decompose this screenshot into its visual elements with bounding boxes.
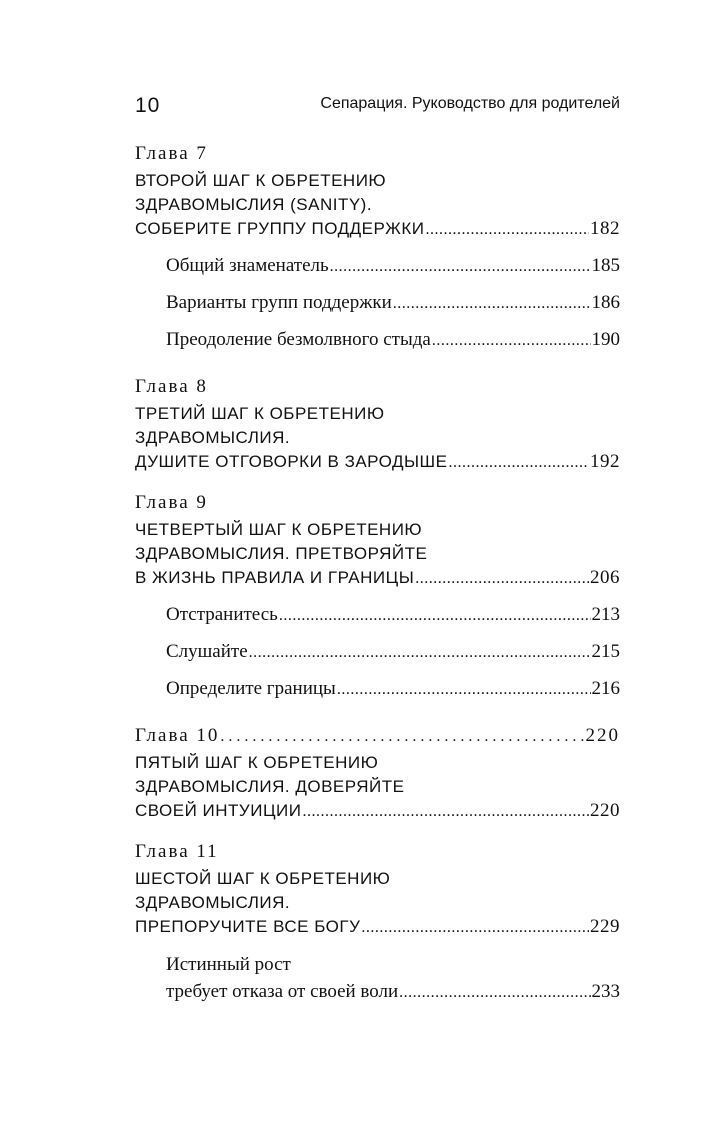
chapter-label: Глава 10 bbox=[135, 725, 220, 746]
chapter-title-line: ТРЕТИЙ ШАГ К ОБРЕТЕНИЮ bbox=[135, 404, 385, 423]
page-number: 10 bbox=[135, 94, 161, 117]
page-ref: 215 bbox=[591, 641, 620, 662]
dot-leader bbox=[399, 979, 590, 1006]
chapter-11 bbox=[135, 837, 620, 1005]
subsection-entry[interactable] bbox=[166, 633, 620, 670]
dot-leader bbox=[361, 916, 589, 940]
dot-leader bbox=[249, 634, 591, 671]
dot-leader bbox=[448, 451, 589, 475]
dot-leader bbox=[415, 567, 589, 591]
chapter-title-line: ШЕСТОЙ ШАГ К ОБРЕТЕНИЮ bbox=[135, 869, 391, 888]
subsection-title: Общий знаменатель bbox=[166, 255, 329, 276]
chapter-title-entry[interactable] bbox=[135, 915, 620, 939]
dot-leader bbox=[330, 248, 591, 285]
chapter-label: Глава 11 bbox=[135, 841, 219, 862]
subsection-entry[interactable] bbox=[166, 247, 620, 284]
chapter-9 bbox=[135, 488, 620, 707]
dot-leader bbox=[220, 722, 584, 752]
chapter-title-line: ЗДРАВОМЫСЛИЯ. bbox=[135, 893, 291, 912]
subsection-list bbox=[166, 951, 620, 1005]
chapter-label-entry[interactable] bbox=[135, 721, 620, 751]
running-title: Сепарация. Руководство для родителей bbox=[320, 95, 620, 112]
chapter-title-line: ЗДРАВОМЫСЛИЯ. ДОВЕРЯЙТЕ bbox=[135, 777, 405, 796]
subsection-entry[interactable] bbox=[166, 670, 620, 707]
page-ref: 185 bbox=[591, 255, 620, 276]
chapter-title-line: В ЖИЗНЬ ПРАВИЛА И ГРАНИЦЫ bbox=[135, 568, 415, 587]
chapter-title-line: ВТОРОЙ ШАГ К ОБРЕТЕНИЮ bbox=[135, 171, 387, 190]
chapter-label: Глава 8 bbox=[135, 376, 208, 397]
page-ref: 220 bbox=[590, 800, 620, 821]
chapter-title-line: ПРЕПОРУЧИТЕ ВСЕ БОГУ bbox=[135, 917, 361, 936]
page-ref: 192 bbox=[590, 451, 620, 472]
chapter-7 bbox=[135, 139, 620, 358]
dot-leader bbox=[302, 800, 589, 824]
subsection-title: Отстранитесь bbox=[166, 604, 278, 625]
subsection-title: Варианты групп поддержки bbox=[166, 292, 392, 313]
table-of-contents bbox=[135, 139, 620, 1019]
chapter-title-line: ЗДРАВОМЫСЛИЯ. bbox=[135, 428, 291, 447]
subsection-entry[interactable] bbox=[166, 596, 620, 633]
subsection-title-line: Истинный рост bbox=[166, 954, 291, 975]
subsection-entry[interactable] bbox=[166, 978, 620, 1005]
page-ref: 186 bbox=[591, 292, 620, 313]
chapter-title-line: ДУШИТЕ ОТГОВОРКИ В ЗАРОДЫШЕ bbox=[135, 452, 448, 471]
page-ref: 229 bbox=[590, 916, 620, 937]
page-ref: 220 bbox=[585, 725, 620, 746]
chapter-title-line: ЗДРАВОМЫСЛИЯ (SANITY). bbox=[135, 195, 373, 214]
chapter-8 bbox=[135, 372, 620, 474]
page-ref: 190 bbox=[591, 329, 620, 350]
chapter-title-entry[interactable] bbox=[135, 217, 620, 241]
chapter-title-line: СВОЕЙ ИНТУИЦИИ bbox=[135, 801, 302, 820]
subsection-title: Определите границы bbox=[166, 678, 336, 699]
page-ref: 206 bbox=[590, 567, 620, 588]
page-ref: 213 bbox=[591, 604, 620, 625]
chapter-10 bbox=[135, 721, 620, 823]
chapter-title-entry[interactable] bbox=[135, 450, 620, 474]
subsection-title-line: требует отказа от своей воли bbox=[166, 981, 399, 1002]
chapter-label: Глава 9 bbox=[135, 492, 208, 513]
dot-leader bbox=[279, 597, 591, 634]
dot-leader bbox=[337, 671, 591, 708]
dot-leader bbox=[425, 218, 589, 242]
subsection-title: Преодоление безмолвного стыда bbox=[166, 329, 431, 350]
subsection-list bbox=[166, 247, 620, 358]
chapter-title-line: СОБЕРИТЕ ГРУППУ ПОДДЕРЖКИ bbox=[135, 219, 425, 238]
page-ref: 233 bbox=[591, 981, 620, 1002]
subsection-title: Слушайте bbox=[166, 641, 248, 662]
dot-leader bbox=[393, 285, 591, 322]
chapter-title-line: ЗДРАВОМЫСЛИЯ. ПРЕТВОРЯЙТЕ bbox=[135, 544, 428, 563]
subsection-entry[interactable] bbox=[166, 321, 620, 358]
chapter-title-line: ЧЕТВЕРТЫЙ ШАГ К ОБРЕТЕНИЮ bbox=[135, 520, 423, 539]
subsection-entry[interactable] bbox=[166, 284, 620, 321]
chapter-title-line: ПЯТЫЙ ШАГ К ОБРЕТЕНИЮ bbox=[135, 753, 379, 772]
subsection-list bbox=[166, 596, 620, 707]
page-ref: 216 bbox=[591, 678, 620, 699]
chapter-label: Глава 7 bbox=[135, 143, 208, 164]
page-ref: 182 bbox=[590, 218, 620, 239]
dot-leader bbox=[432, 322, 591, 359]
chapter-title-entry[interactable] bbox=[135, 799, 620, 823]
chapter-title-entry[interactable] bbox=[135, 566, 620, 590]
